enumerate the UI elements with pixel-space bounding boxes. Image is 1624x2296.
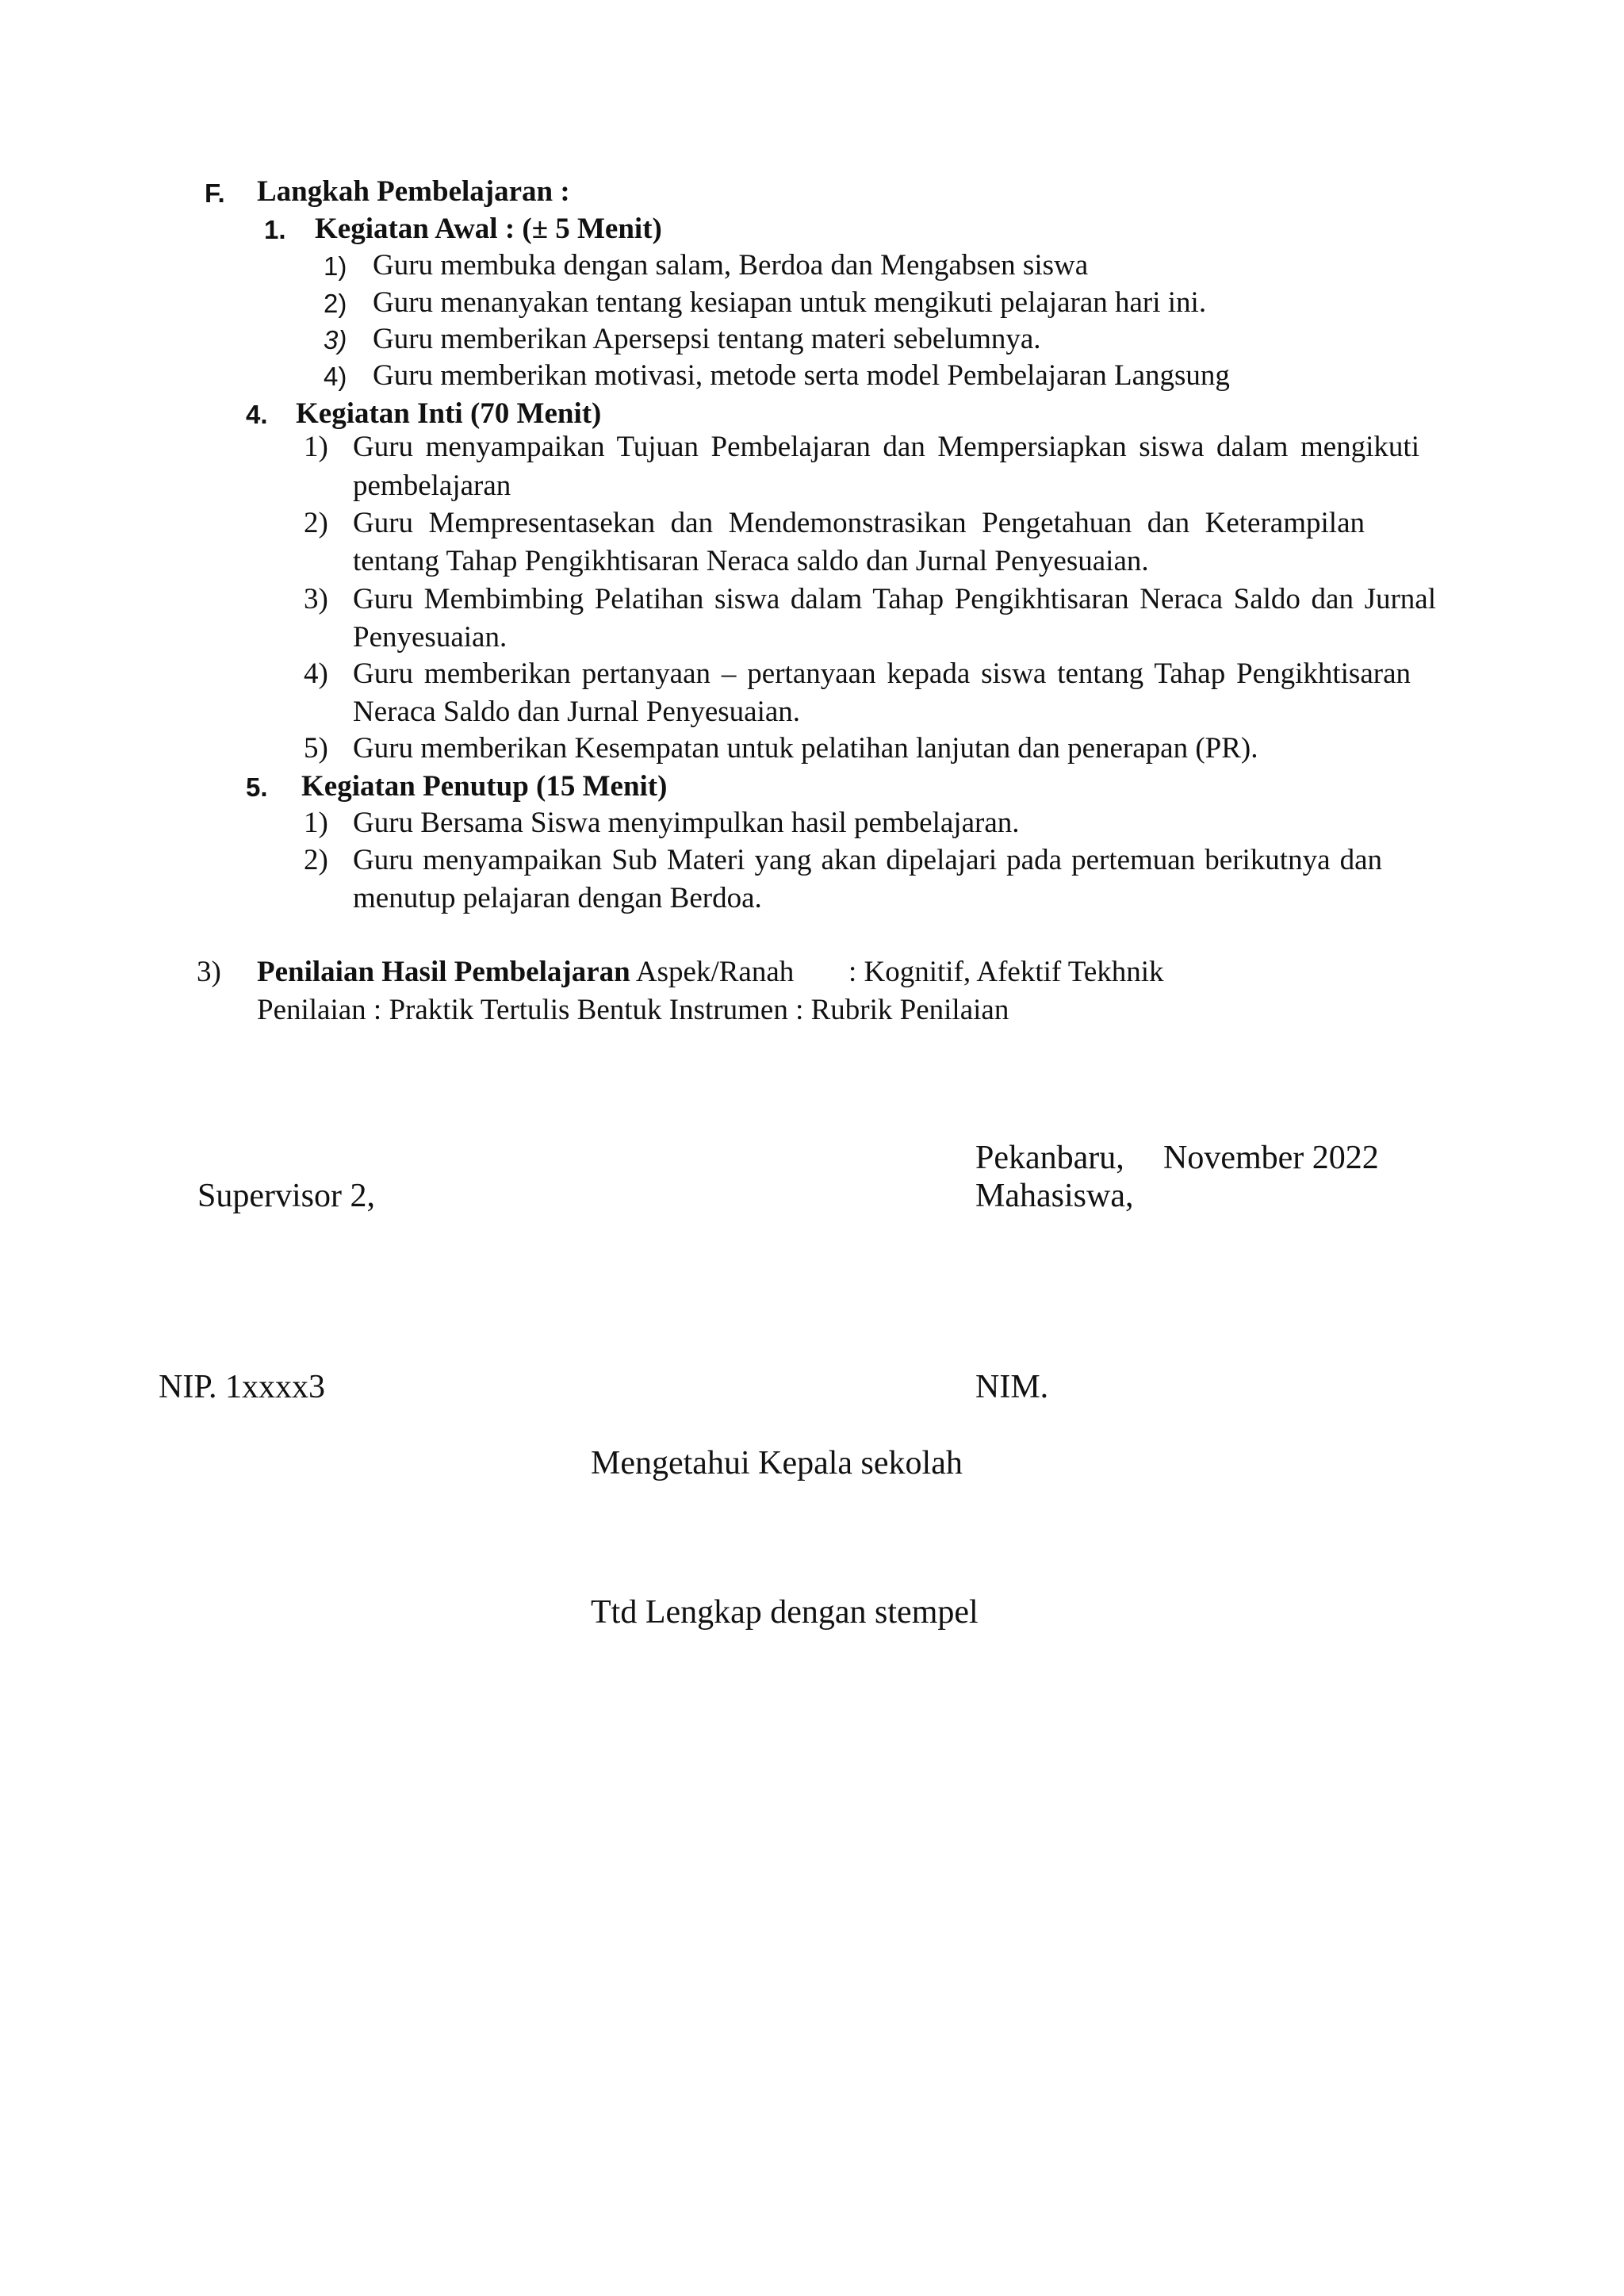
section-letter: F. bbox=[205, 178, 225, 208]
stamp-note: Ttd Lengkap dengan stempel bbox=[591, 1594, 979, 1631]
awal-title: Kegiatan Awal : (± 5 Menit) bbox=[315, 213, 662, 245]
inti-item-text-cont: Penyesuaian. bbox=[353, 621, 508, 654]
awal-item-marker: 2) bbox=[324, 289, 347, 318]
penilaian-heading: Penilaian Hasil Pembelajaran bbox=[257, 956, 630, 988]
inti-item-marker: 4) bbox=[304, 657, 328, 690]
inti-item-text: Guru menyampaikan Tujuan Pembelajaran dan Mempersiapkan siswa dalam mengikuti bbox=[353, 431, 1419, 463]
headmaster-label: Mengetahui Kepala sekolah bbox=[591, 1445, 963, 1481]
inti-number: 4. bbox=[246, 400, 268, 429]
inti-item-text-cont: tentang Tahap Pengikhtisaran Neraca saldo dan Jurnal Penyesuaian. bbox=[353, 545, 1149, 577]
inti-title: Kegiatan Inti (70 Menit) bbox=[296, 397, 602, 430]
penilaian-aspek: Aspek/Ranah bbox=[635, 956, 795, 988]
inti-item-marker: 3) bbox=[304, 583, 328, 615]
penutup-item-marker: 1) bbox=[304, 807, 328, 839]
signature-place: Pekanbaru, bbox=[975, 1140, 1124, 1176]
penutup-item-text: Guru menyampaikan Sub Materi yang akan dipelajari pada pertemuan berikutnya dan bbox=[353, 844, 1382, 876]
section-title: Langkah Pembelajaran : bbox=[257, 175, 570, 208]
signature-left-id: NIP. 1xxxx3 bbox=[159, 1369, 326, 1405]
signature-left-role: Supervisor 2, bbox=[197, 1178, 375, 1214]
inti-item-text-cont: Neraca Saldo dan Jurnal Penyesuaian. bbox=[353, 696, 801, 728]
penutup-number: 5. bbox=[246, 772, 268, 802]
penutup-item-text: Guru Bersama Siswa menyimpulkan hasil pembelajaran. bbox=[353, 807, 1020, 839]
inti-item-text: Guru Membimbing Pelatihan siswa dalam Tahap Pengikhtisaran Neraca Saldo dan Jurnal bbox=[353, 583, 1436, 615]
awal-item-text: Guru memberikan Apersepsi tentang materi sebelumnya. bbox=[373, 323, 1041, 355]
signature-right-id: NIM. bbox=[975, 1369, 1049, 1405]
inti-item-marker: 5) bbox=[304, 732, 328, 765]
awal-item-text: Guru menanyakan tentang kesiapan untuk mengikuti pelajaran hari ini. bbox=[373, 286, 1207, 319]
awal-item-marker: 4) bbox=[324, 362, 347, 391]
inti-item-text: Guru memberikan Kesempatan untuk pelatihan lanjutan dan penerapan (PR). bbox=[353, 732, 1258, 765]
inti-item-marker: 2) bbox=[304, 507, 328, 539]
awal-item-text: Guru memberikan motivasi, metode serta model Pembelajaran Langsung bbox=[373, 359, 1230, 392]
penilaian-line2: Penilaian : Praktik Tertulis Bentuk Instrumen : Rubrik Penilaian bbox=[257, 994, 1009, 1026]
penilaian-line1 bbox=[257, 953, 794, 991]
signature-right-role: Mahasiswa, bbox=[975, 1178, 1134, 1214]
awal-item-marker: 1) bbox=[324, 251, 347, 281]
inti-item-text-cont: pembelajaran bbox=[353, 470, 511, 502]
awal-item-marker: 3) bbox=[324, 325, 347, 355]
inti-item-text: Guru memberikan pertanyaan – pertanyaan kepada siswa tentang Tahap Pengikhtisaran bbox=[353, 657, 1411, 690]
inti-item-marker: 1) bbox=[304, 431, 328, 463]
awal-number: 1. bbox=[264, 215, 286, 244]
penilaian-aspek-value: : Kognitif, Afektif Tekhnik bbox=[848, 956, 1164, 988]
inti-item-text: Guru Mempresentasekan dan Mendemonstrasikan Pengetahuan dan Keterampilan bbox=[353, 507, 1365, 539]
penutup-item-text-cont: menutup pelajaran dengan Berdoa. bbox=[353, 882, 762, 914]
penutup-title: Kegiatan Penutup (15 Menit) bbox=[301, 770, 668, 803]
penutup-item-marker: 2) bbox=[304, 844, 328, 876]
awal-item-text: Guru membuka dengan salam, Berdoa dan Mengabsen siswa bbox=[373, 249, 1089, 282]
penilaian-marker: 3) bbox=[197, 956, 221, 988]
signature-date: November 2022 bbox=[1163, 1140, 1379, 1176]
